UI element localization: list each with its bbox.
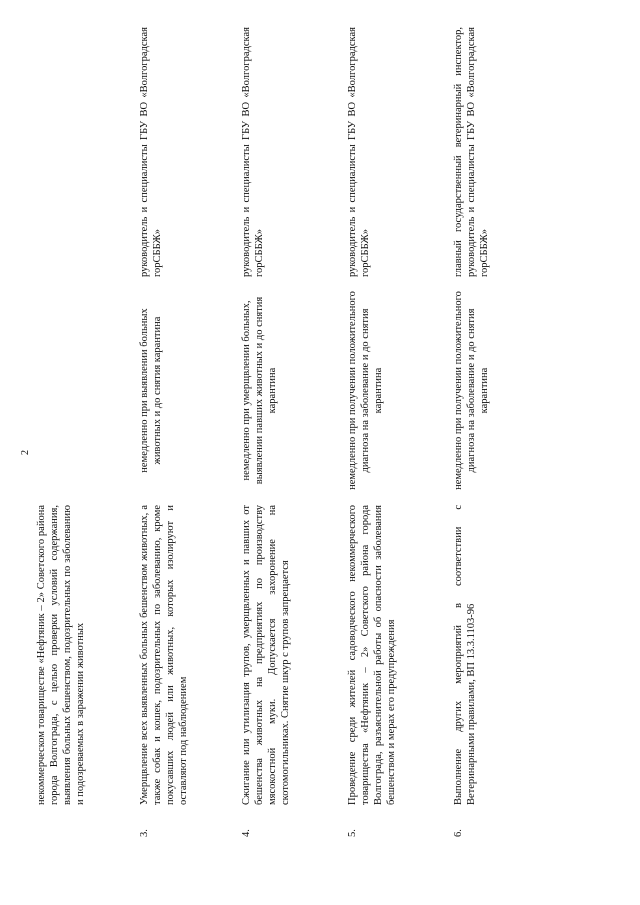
responsible-cell: руководитель и специалисты ГБУ ВО «Волгоградская горСББЖ» (241, 27, 265, 277)
measure-cell: Проведение среди жителей садоводческого некоммерческого товарищества «Нефтяник – 2» Советского района города Волгограда, разъяснительной работы об опасности заболевания бешенством и мерах его предупреждения (347, 505, 397, 805)
term-cell: немедленно при получении положительного диагноза на заболевание и до снятия карантина (347, 291, 384, 490)
term-cell: немедленно при умерщвлении больных, выявлении павших животных и до снятия карантина (241, 296, 278, 485)
row-number: 3. (139, 829, 150, 837)
measure-cell: Сжигание или утилизация трупов, умерщвленных и павших от бешенства животных на предприятиях по производству мясокостной муки. Допускается захоронение на скотомогильниках. Снятие шкур с трупов запрещается (241, 505, 291, 805)
term-cell: немедленно при выявлении больных животных и до снятия карантина (139, 308, 163, 473)
measure-cell: Выполнение других мероприятий в соответствии с Ветеринарными правилами, ВП 13.3.1103-96 (453, 505, 477, 805)
responsible-cell: главный государственный ветеринарный инспектор, руководитель и специалисты ГБУ ВО «Волгоградская горСББЖ» (453, 27, 490, 277)
responsible-cell: руководитель и специалисты ГБУ ВО «Волгоградская горСББЖ» (139, 27, 163, 277)
row-number: 4. (241, 829, 252, 837)
row-number: 6. (453, 829, 464, 837)
row-number: 5. (347, 829, 358, 837)
responsible-cell: руководитель и специалисты ГБУ ВО «Волгоградская горСББЖ» (347, 27, 371, 277)
measure-cell: некоммерческом товариществе «Нефтяник – 2» Советского района города Волгограда, с целью проверки условий содержания, выявления больных бешенством, подозрительных по заболеванию и подозреваемых в заражении животных (36, 505, 86, 805)
page-number: 2 (20, 450, 31, 455)
measure-cell: Умерщвление всех выявленных больных бешенством животных, а также собак и кошек, подозрительных по заболеванию, кроме покусавших людей или животных, которых изолируют и оставляют под наблюдением (139, 505, 189, 805)
term-cell: немедленно при получении положительного диагноза на заболевание и до снятия карантина (453, 291, 490, 490)
